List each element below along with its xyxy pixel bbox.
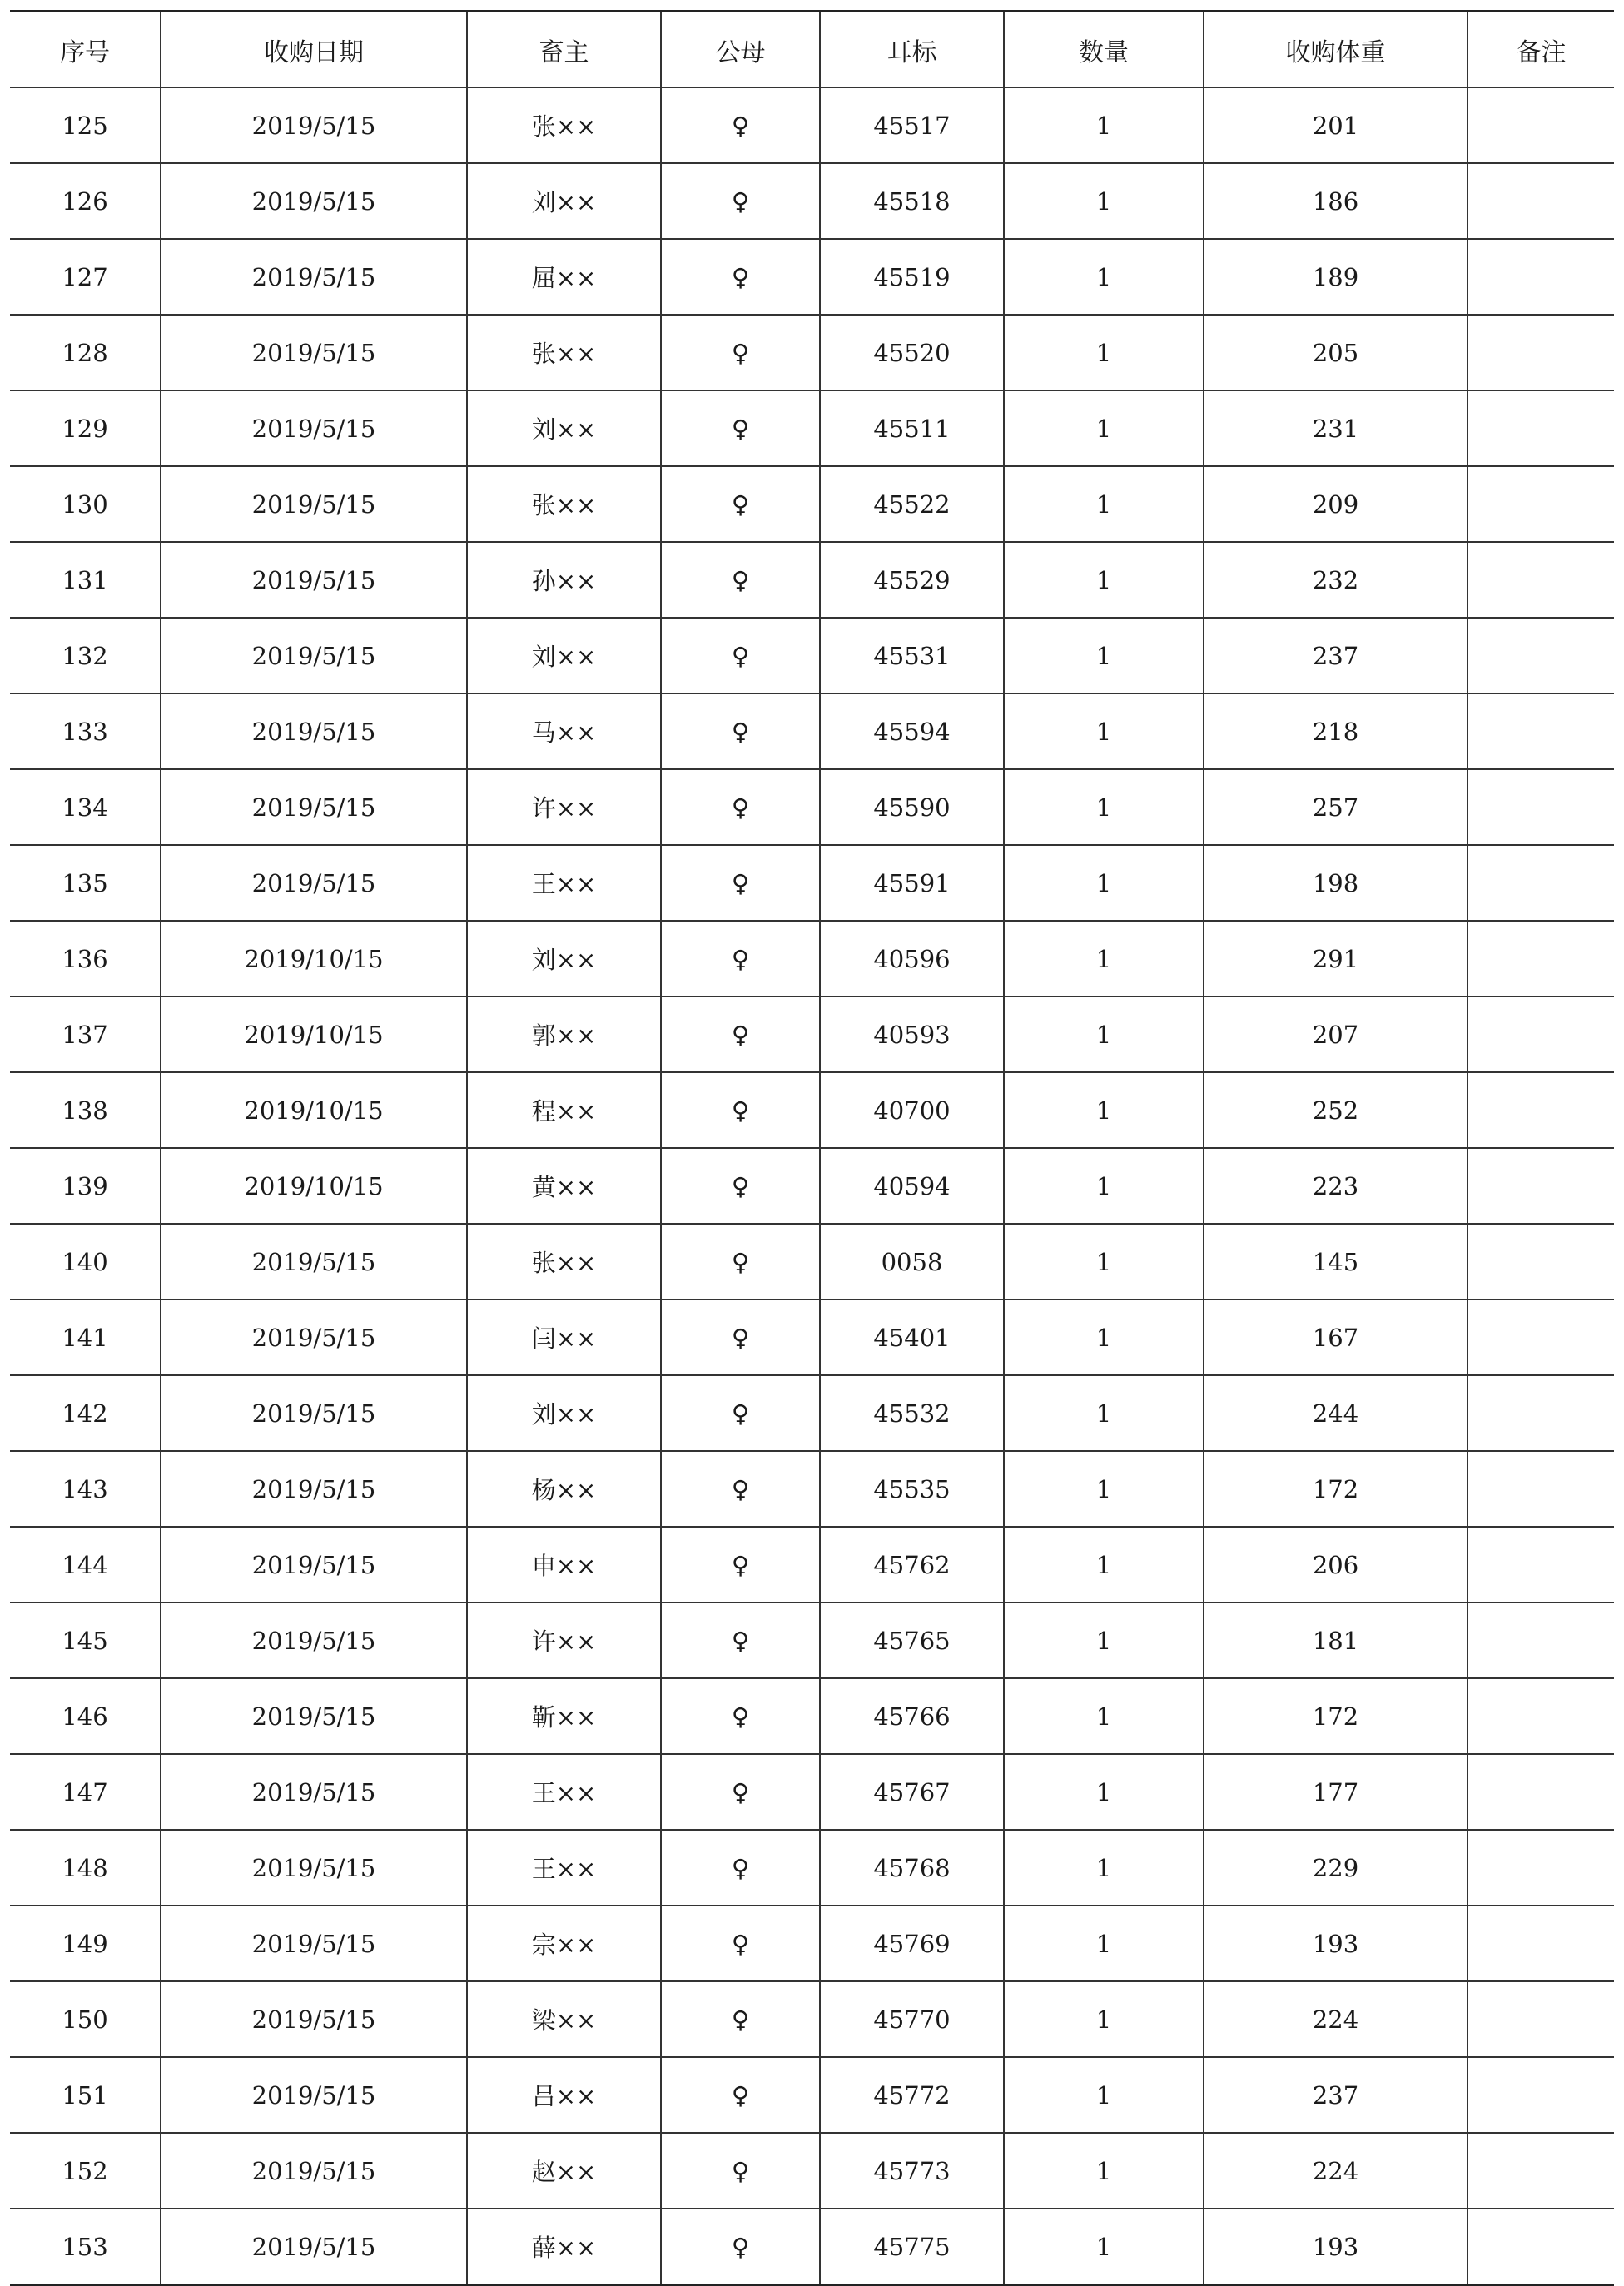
cell-quantity: 1	[1004, 1375, 1204, 1451]
cell-quantity: 1	[1004, 1527, 1204, 1603]
cell-sex: ♀	[661, 1754, 820, 1830]
cell-remarks	[1468, 1224, 1614, 1300]
table-row	[10, 693, 1614, 769]
table-row	[10, 2209, 1614, 2285]
cell-purchase-date: 2019/5/15	[161, 239, 467, 315]
cell-owner: 杨××	[467, 1451, 661, 1527]
cell-remarks	[1468, 921, 1614, 996]
cell-purchase-weight: 167	[1204, 1300, 1468, 1375]
cell-owner: 程××	[467, 1072, 661, 1148]
cell-sex: ♀	[661, 315, 820, 390]
cell-sex: ♀	[661, 87, 820, 163]
cell-purchase-weight: 207	[1204, 996, 1468, 1072]
cell-quantity: 1	[1004, 466, 1204, 542]
cell-serial-number: 135	[10, 845, 161, 921]
table-row	[10, 1224, 1614, 1300]
cell-ear-tag: 45535	[820, 1451, 1004, 1527]
cell-sex: ♀	[661, 2133, 820, 2209]
cell-sex: ♀	[661, 1451, 820, 1527]
cell-remarks	[1468, 1830, 1614, 1906]
cell-quantity: 1	[1004, 390, 1204, 466]
table-row	[10, 769, 1614, 845]
cell-ear-tag: 45766	[820, 1678, 1004, 1754]
table-row	[10, 87, 1614, 163]
cell-sex: ♀	[661, 1375, 820, 1451]
cell-purchase-date: 2019/5/15	[161, 2133, 467, 2209]
cell-ear-tag: 45511	[820, 390, 1004, 466]
cell-serial-number: 134	[10, 769, 161, 845]
cell-ear-tag: 45517	[820, 87, 1004, 163]
table-row	[10, 315, 1614, 390]
cell-remarks	[1468, 2057, 1614, 2133]
cell-remarks	[1468, 845, 1614, 921]
cell-remarks	[1468, 618, 1614, 693]
cell-remarks	[1468, 163, 1614, 239]
cell-remarks	[1468, 2133, 1614, 2209]
cell-purchase-date: 2019/5/15	[161, 315, 467, 390]
cell-purchase-weight: 193	[1204, 2209, 1468, 2285]
cell-remarks	[1468, 1300, 1614, 1375]
cell-serial-number: 151	[10, 2057, 161, 2133]
cell-sex: ♀	[661, 1906, 820, 1981]
cell-owner: 张××	[467, 466, 661, 542]
cell-remarks	[1468, 466, 1614, 542]
cell-serial-number: 147	[10, 1754, 161, 1830]
cell-quantity: 1	[1004, 2209, 1204, 2285]
cell-serial-number: 141	[10, 1300, 161, 1375]
cell-quantity: 1	[1004, 315, 1204, 390]
cell-purchase-weight: 186	[1204, 163, 1468, 239]
cell-purchase-weight: 206	[1204, 1527, 1468, 1603]
table-row	[10, 618, 1614, 693]
cell-serial-number: 140	[10, 1224, 161, 1300]
cell-purchase-weight: 232	[1204, 542, 1468, 618]
cell-serial-number: 146	[10, 1678, 161, 1754]
cell-serial-number: 132	[10, 618, 161, 693]
cell-purchase-date: 2019/5/15	[161, 845, 467, 921]
cell-remarks	[1468, 239, 1614, 315]
cell-owner: 马××	[467, 693, 661, 769]
table-row	[10, 1603, 1614, 1678]
cell-remarks	[1468, 1754, 1614, 1830]
header-purchase-weight: 收购体重	[1204, 12, 1468, 88]
cell-purchase-date: 2019/5/15	[161, 1906, 467, 1981]
cell-quantity: 1	[1004, 618, 1204, 693]
cell-purchase-weight: 181	[1204, 1603, 1468, 1678]
cell-purchase-weight: 237	[1204, 2057, 1468, 2133]
cell-purchase-date: 2019/10/15	[161, 1072, 467, 1148]
table-row	[10, 1754, 1614, 1830]
cell-owner: 张××	[467, 87, 661, 163]
cell-ear-tag: 40593	[820, 996, 1004, 1072]
cell-serial-number: 144	[10, 1527, 161, 1603]
cell-purchase-date: 2019/5/15	[161, 1527, 467, 1603]
cell-remarks	[1468, 1603, 1614, 1678]
cell-purchase-weight: 189	[1204, 239, 1468, 315]
cell-ear-tag: 45772	[820, 2057, 1004, 2133]
cell-purchase-date: 2019/5/15	[161, 1603, 467, 1678]
header-row	[10, 12, 1614, 88]
cell-owner: 刘××	[467, 1375, 661, 1451]
cell-quantity: 1	[1004, 769, 1204, 845]
cell-quantity: 1	[1004, 1830, 1204, 1906]
cell-purchase-weight: 224	[1204, 1981, 1468, 2057]
cell-sex: ♀	[661, 1527, 820, 1603]
cell-ear-tag: 45518	[820, 163, 1004, 239]
cell-remarks	[1468, 2209, 1614, 2285]
cell-serial-number: 130	[10, 466, 161, 542]
cell-owner: 刘××	[467, 390, 661, 466]
cell-quantity: 1	[1004, 693, 1204, 769]
cell-purchase-weight: 257	[1204, 769, 1468, 845]
cell-ear-tag: 45520	[820, 315, 1004, 390]
table-row	[10, 163, 1614, 239]
cell-serial-number: 127	[10, 239, 161, 315]
cell-owner: 张××	[467, 315, 661, 390]
cell-purchase-weight: 224	[1204, 2133, 1468, 2209]
cell-sex: ♀	[661, 996, 820, 1072]
cell-purchase-weight: 145	[1204, 1224, 1468, 1300]
cell-serial-number: 139	[10, 1148, 161, 1224]
cell-ear-tag: 45532	[820, 1375, 1004, 1451]
cell-purchase-weight: 237	[1204, 618, 1468, 693]
cell-sex: ♀	[661, 2057, 820, 2133]
cell-quantity: 1	[1004, 1678, 1204, 1754]
cell-sex: ♀	[661, 1300, 820, 1375]
cell-ear-tag: 45767	[820, 1754, 1004, 1830]
cell-purchase-date: 2019/5/15	[161, 163, 467, 239]
table-row	[10, 1981, 1614, 2057]
cell-purchase-date: 2019/5/15	[161, 1300, 467, 1375]
table-row	[10, 921, 1614, 996]
cell-owner: 赵××	[467, 2133, 661, 2209]
cell-purchase-date: 2019/10/15	[161, 1148, 467, 1224]
purchase-record-table	[10, 10, 1614, 2286]
cell-quantity: 1	[1004, 1148, 1204, 1224]
cell-quantity: 1	[1004, 87, 1204, 163]
cell-quantity: 1	[1004, 163, 1204, 239]
cell-owner: 闫××	[467, 1300, 661, 1375]
cell-quantity: 1	[1004, 845, 1204, 921]
cell-ear-tag: 45768	[820, 1830, 1004, 1906]
cell-sex: ♀	[661, 542, 820, 618]
header-ear-tag: 耳标	[820, 12, 1004, 88]
cell-owner: 张××	[467, 1224, 661, 1300]
cell-purchase-weight: 172	[1204, 1678, 1468, 1754]
cell-remarks	[1468, 1981, 1614, 2057]
cell-quantity: 1	[1004, 1981, 1204, 2057]
cell-remarks	[1468, 1072, 1614, 1148]
cell-owner: 薛××	[467, 2209, 661, 2285]
cell-owner: 刘××	[467, 163, 661, 239]
cell-purchase-weight: 218	[1204, 693, 1468, 769]
cell-sex: ♀	[661, 769, 820, 845]
cell-sex: ♀	[661, 1224, 820, 1300]
header-purchase-date: 收购日期	[161, 12, 467, 88]
header-sex: 公母	[661, 12, 820, 88]
table-body	[10, 87, 1614, 2285]
cell-sex: ♀	[661, 466, 820, 542]
cell-ear-tag: 45401	[820, 1300, 1004, 1375]
cell-serial-number: 129	[10, 390, 161, 466]
cell-purchase-date: 2019/5/15	[161, 2057, 467, 2133]
cell-serial-number: 143	[10, 1451, 161, 1527]
cell-purchase-weight: 201	[1204, 87, 1468, 163]
cell-sex: ♀	[661, 239, 820, 315]
table-row	[10, 1300, 1614, 1375]
cell-purchase-weight: 177	[1204, 1754, 1468, 1830]
cell-purchase-weight: 244	[1204, 1375, 1468, 1451]
cell-serial-number: 133	[10, 693, 161, 769]
cell-serial-number: 125	[10, 87, 161, 163]
cell-purchase-weight: 209	[1204, 466, 1468, 542]
table-row	[10, 996, 1614, 1072]
cell-purchase-weight: 229	[1204, 1830, 1468, 1906]
cell-serial-number: 142	[10, 1375, 161, 1451]
cell-sex: ♀	[661, 845, 820, 921]
cell-purchase-date: 2019/5/15	[161, 769, 467, 845]
cell-ear-tag: 45762	[820, 1527, 1004, 1603]
cell-purchase-weight: 291	[1204, 921, 1468, 996]
cell-sex: ♀	[661, 1830, 820, 1906]
cell-serial-number: 138	[10, 1072, 161, 1148]
cell-serial-number: 148	[10, 1830, 161, 1906]
cell-owner: 王××	[467, 1830, 661, 1906]
cell-purchase-date: 2019/5/15	[161, 1981, 467, 2057]
cell-serial-number: 145	[10, 1603, 161, 1678]
cell-ear-tag: 45531	[820, 618, 1004, 693]
cell-owner: 吕××	[467, 2057, 661, 2133]
cell-remarks	[1468, 315, 1614, 390]
cell-purchase-date: 2019/5/15	[161, 1224, 467, 1300]
cell-serial-number: 137	[10, 996, 161, 1072]
cell-purchase-date: 2019/5/15	[161, 542, 467, 618]
cell-serial-number: 131	[10, 542, 161, 618]
cell-purchase-date: 2019/5/15	[161, 1375, 467, 1451]
cell-quantity: 1	[1004, 2133, 1204, 2209]
cell-sex: ♀	[661, 2209, 820, 2285]
table-header	[10, 12, 1614, 88]
header-serial-number: 序号	[10, 12, 161, 88]
cell-remarks	[1468, 1906, 1614, 1981]
cell-remarks	[1468, 87, 1614, 163]
cell-serial-number: 149	[10, 1906, 161, 1981]
table-row	[10, 2133, 1614, 2209]
cell-owner: 屈××	[467, 239, 661, 315]
cell-owner: 王××	[467, 845, 661, 921]
cell-remarks	[1468, 996, 1614, 1072]
cell-serial-number: 136	[10, 921, 161, 996]
cell-purchase-date: 2019/10/15	[161, 921, 467, 996]
cell-owner: 刘××	[467, 618, 661, 693]
cell-quantity: 1	[1004, 1754, 1204, 1830]
cell-purchase-date: 2019/10/15	[161, 996, 467, 1072]
cell-remarks	[1468, 1678, 1614, 1754]
cell-ear-tag: 0058	[820, 1224, 1004, 1300]
cell-ear-tag: 40594	[820, 1148, 1004, 1224]
table-row	[10, 1451, 1614, 1527]
cell-serial-number: 152	[10, 2133, 161, 2209]
cell-purchase-date: 2019/5/15	[161, 2209, 467, 2285]
cell-serial-number: 128	[10, 315, 161, 390]
header-remarks: 备注	[1468, 12, 1614, 88]
cell-sex: ♀	[661, 163, 820, 239]
cell-ear-tag: 45519	[820, 239, 1004, 315]
cell-sex: ♀	[661, 618, 820, 693]
table-row	[10, 1527, 1614, 1603]
cell-ear-tag: 45773	[820, 2133, 1004, 2209]
table-row	[10, 1148, 1614, 1224]
cell-serial-number: 126	[10, 163, 161, 239]
cell-purchase-date: 2019/5/15	[161, 1754, 467, 1830]
cell-ear-tag: 45769	[820, 1906, 1004, 1981]
cell-ear-tag: 40596	[820, 921, 1004, 996]
cell-purchase-date: 2019/5/15	[161, 1678, 467, 1754]
cell-ear-tag: 40700	[820, 1072, 1004, 1148]
cell-purchase-date: 2019/5/15	[161, 87, 467, 163]
cell-ear-tag: 45591	[820, 845, 1004, 921]
header-owner: 畜主	[467, 12, 661, 88]
cell-purchase-date: 2019/5/15	[161, 390, 467, 466]
cell-quantity: 1	[1004, 1300, 1204, 1375]
cell-purchase-date: 2019/5/15	[161, 693, 467, 769]
cell-quantity: 1	[1004, 2057, 1204, 2133]
cell-sex: ♀	[661, 1072, 820, 1148]
cell-remarks	[1468, 542, 1614, 618]
header-quantity: 数量	[1004, 12, 1204, 88]
cell-ear-tag: 45775	[820, 2209, 1004, 2285]
cell-sex: ♀	[661, 1981, 820, 2057]
cell-sex: ♀	[661, 1148, 820, 1224]
cell-quantity: 1	[1004, 1072, 1204, 1148]
cell-purchase-weight: 193	[1204, 1906, 1468, 1981]
cell-owner: 申××	[467, 1527, 661, 1603]
cell-remarks	[1468, 1375, 1614, 1451]
cell-sex: ♀	[661, 921, 820, 996]
cell-owner: 许××	[467, 1603, 661, 1678]
cell-purchase-date: 2019/5/15	[161, 466, 467, 542]
cell-quantity: 1	[1004, 1603, 1204, 1678]
cell-quantity: 1	[1004, 1906, 1204, 1981]
table-row	[10, 542, 1614, 618]
cell-quantity: 1	[1004, 542, 1204, 618]
cell-sex: ♀	[661, 1678, 820, 1754]
cell-quantity: 1	[1004, 239, 1204, 315]
cell-remarks	[1468, 693, 1614, 769]
cell-owner: 梁××	[467, 1981, 661, 2057]
cell-serial-number: 150	[10, 1981, 161, 2057]
cell-owner: 黄××	[467, 1148, 661, 1224]
cell-purchase-date: 2019/5/15	[161, 618, 467, 693]
cell-purchase-weight: 172	[1204, 1451, 1468, 1527]
cell-quantity: 1	[1004, 921, 1204, 996]
table-row	[10, 1678, 1614, 1754]
cell-serial-number: 153	[10, 2209, 161, 2285]
cell-purchase-weight: 231	[1204, 390, 1468, 466]
cell-sex: ♀	[661, 693, 820, 769]
cell-ear-tag: 45522	[820, 466, 1004, 542]
cell-purchase-date: 2019/5/15	[161, 1451, 467, 1527]
cell-owner: 刘××	[467, 921, 661, 996]
cell-purchase-weight: 252	[1204, 1072, 1468, 1148]
cell-owner: 王××	[467, 1754, 661, 1830]
table-row	[10, 1072, 1614, 1148]
cell-ear-tag: 45770	[820, 1981, 1004, 2057]
cell-remarks	[1468, 769, 1614, 845]
cell-owner: 孙××	[467, 542, 661, 618]
cell-owner: 郭××	[467, 996, 661, 1072]
table-row	[10, 239, 1614, 315]
cell-purchase-weight: 223	[1204, 1148, 1468, 1224]
cell-remarks	[1468, 390, 1614, 466]
cell-ear-tag: 45594	[820, 693, 1004, 769]
cell-ear-tag: 45529	[820, 542, 1004, 618]
table-row	[10, 1830, 1614, 1906]
cell-purchase-weight: 198	[1204, 845, 1468, 921]
cell-purchase-date: 2019/5/15	[161, 1830, 467, 1906]
cell-remarks	[1468, 1527, 1614, 1603]
table-row	[10, 1906, 1614, 1981]
cell-remarks	[1468, 1148, 1614, 1224]
cell-quantity: 1	[1004, 1224, 1204, 1300]
table-row	[10, 845, 1614, 921]
table-row	[10, 2057, 1614, 2133]
cell-sex: ♀	[661, 1603, 820, 1678]
cell-owner: 许××	[467, 769, 661, 845]
cell-sex: ♀	[661, 390, 820, 466]
cell-quantity: 1	[1004, 1451, 1204, 1527]
cell-owner: 靳××	[467, 1678, 661, 1754]
cell-remarks	[1468, 1451, 1614, 1527]
cell-ear-tag: 45590	[820, 769, 1004, 845]
table-row	[10, 466, 1614, 542]
cell-owner: 宗××	[467, 1906, 661, 1981]
table-row	[10, 1375, 1614, 1451]
cell-purchase-weight: 205	[1204, 315, 1468, 390]
cell-ear-tag: 45765	[820, 1603, 1004, 1678]
cell-quantity: 1	[1004, 996, 1204, 1072]
table-row	[10, 390, 1614, 466]
